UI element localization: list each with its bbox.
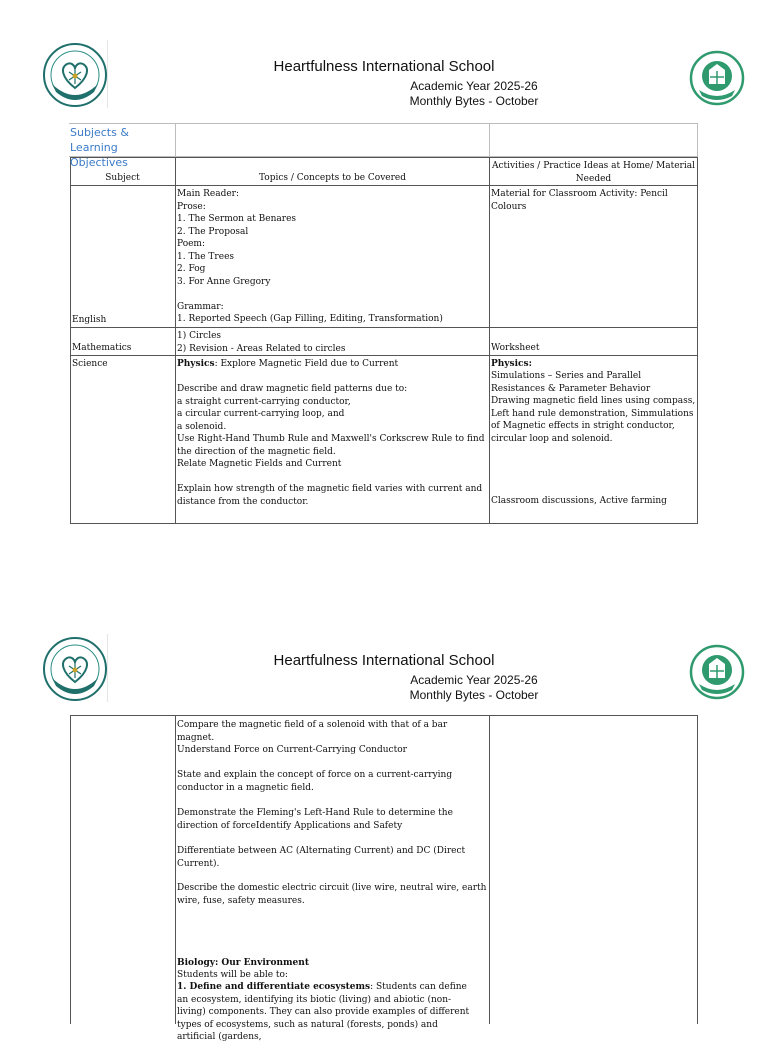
topic-solenoid-compare: Compare the magnetic field of a solenoid with that of a bar magnet. <box>177 720 448 743</box>
activities-physics-label: Physics: <box>491 359 532 369</box>
cbse-emblem-logo <box>689 644 745 700</box>
topics-science: Describe and draw magnetic field patterns due to: a straight current-carrying conductor, a circular current-carrying loop, and a solenoid. Use Right-Hand Thumb Rule and Maxwell's Corkscrew Rule to find the direction of the magnetic field. Relate Magnetic Fields and Current <box>177 384 485 469</box>
academic-year: Academic Year 2025-26 <box>410 79 538 93</box>
column-header-topics: Topics / Concepts to be Covered <box>258 173 407 183</box>
topic-ac-dc: Differentiate between AC (Alternating Current) and DC (Direct Current). <box>177 846 466 869</box>
biology-heading: Biology: Our Environment <box>177 958 309 968</box>
activities-science: Simulations – Series and Parallel Resistances & Parameter Behavior Drawing magnetic field lines using compass, Left hand rule demonstration, Simmulations of Magnetic effects in stright conductor, circular loop and solenoid. <box>491 371 696 444</box>
activities-english: Material for Classroom Activity: Pencil Colours <box>491 189 668 212</box>
cbse-emblem-logo <box>689 50 745 106</box>
biology-point-label: 1. Define and differentiate ecosystems <box>177 982 371 992</box>
column-header-activities: Activities / Practice Ideas at Home/ Material Needed <box>492 161 695 184</box>
topics-science-last: Explain how strength of the magnetic field varies with current and distance from the conductor. <box>177 484 483 507</box>
biology-point-ecosystems <box>177 981 477 1044</box>
topics-science-heading <box>177 358 487 371</box>
topic-domestic-circuit: Describe the domestic electric circuit (live wire, neutral wire, earth wire, fuse, safety measures. <box>177 883 487 906</box>
biology-intro: Students will be able to: <box>177 970 288 980</box>
subject-science: Science <box>72 359 108 369</box>
subject-english: English <box>72 315 107 325</box>
topics-mathematics: 1) Circles 2) Revision - Areas Related to circles <box>177 331 346 354</box>
page-title: Monthly Bytes - October <box>409 94 539 108</box>
physics-topic: : Explore Magnetic Field due to Current <box>214 359 399 369</box>
section-label: Subjects & Learning Objectives <box>70 126 129 169</box>
activities-science-last: Classroom discussions, Active farming <box>491 496 667 506</box>
topics-english: Main Reader: Prose: 1. The Sermon at Benares 2. The Proposal Poem: 1. The Trees 2. Fog 3. For Anne Gregory Grammar: 1. Reported Speech (Gap Filling, Editing, Transformation) <box>177 189 443 324</box>
column-header-subject: Subject <box>105 173 140 183</box>
biology-point-text: : Students can define an ecosystem, identifying its biotic (living) and abiotic (non-living) components. They can also provide examples of different types of ecosystems, such as natural (forests, ponds) and artificial (gardens, <box>177 982 470 1042</box>
academic-year: Academic Year 2025-26 <box>410 673 538 687</box>
subject-mathematics: Mathematics <box>72 343 132 353</box>
school-name: Heartfulness International School <box>273 58 495 75</box>
topic-flemings-rule: Demonstrate the Fleming's Left-Hand Rule to determine the direction of forceIdentify Applications and Safety <box>177 808 453 831</box>
page-title: Monthly Bytes - October <box>409 688 539 702</box>
activities-mathematics: Worksheet <box>491 343 540 353</box>
physics-label: Physics <box>177 359 215 369</box>
topic-force-concept: State and explain the concept of force on a current-carrying conductor in a magnetic field. <box>177 770 453 793</box>
school-name: Heartfulness International School <box>273 652 495 669</box>
topic-force-conductor: Understand Force on Current-Carrying Conductor <box>177 745 407 755</box>
